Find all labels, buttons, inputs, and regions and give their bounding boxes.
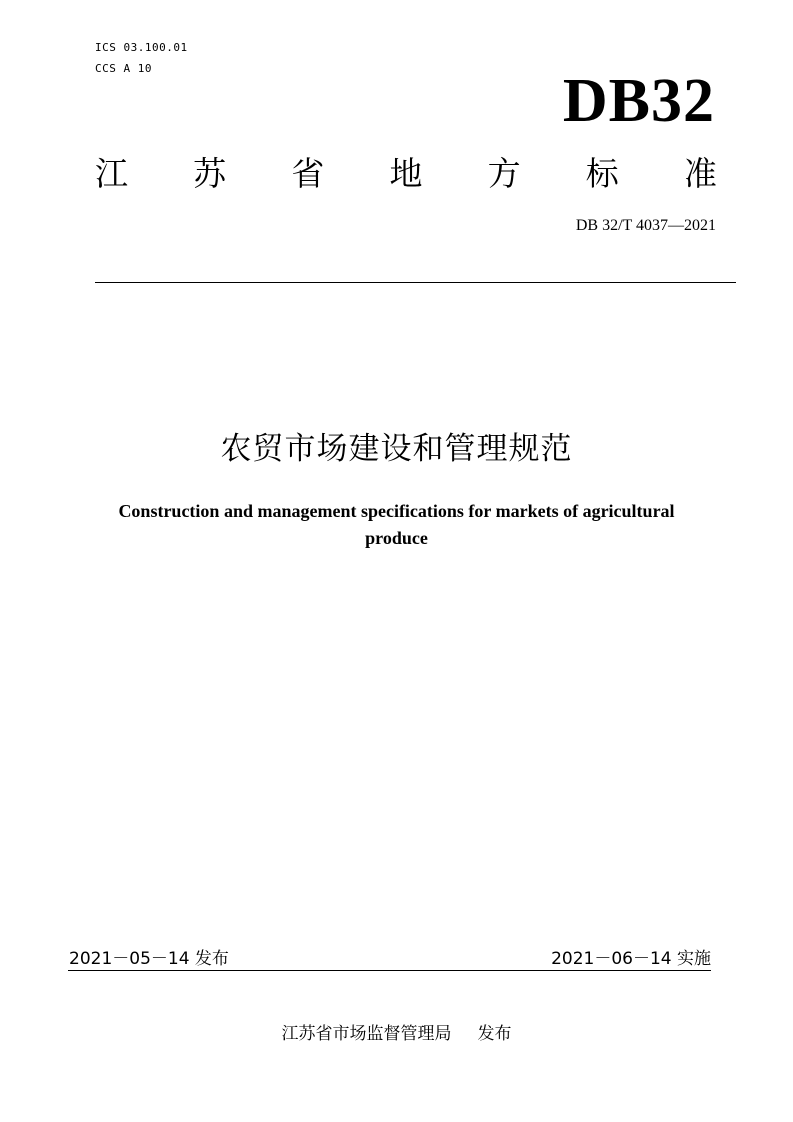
standard-number: DB 32/T 4037—2021 [575,217,716,234]
footer-divider [68,970,711,971]
standard-class-char: 苏 [193,154,227,193]
issue-date: 2021－05－14 发布 [69,949,229,969]
document-title-chinese: 农贸市场建设和管理规范 [220,431,573,467]
ics-code: ICS 03.100.01 [95,41,188,54]
publisher-name: 江苏省市场监督管理局 [281,1024,452,1044]
standard-class-char: 方 [487,154,521,193]
standard-classification [95,154,717,194]
standard-code-logo: DB32 [562,67,715,135]
standard-class-char: 江 [95,154,128,193]
standard-class-char: 地 [389,154,423,193]
document-title-english: Construction and management specifications for markets of agricultural produce [118,501,675,548]
publisher [0,1022,793,1046]
standard-class-char: 省 [291,154,325,193]
ccs-code: CCS A 10 [95,62,152,75]
implementation-date: 2021－06－14 实施 [551,949,711,969]
header-divider [95,282,736,283]
publisher-suffix: 发布 [477,1024,512,1044]
standard-class-char: 准 [683,154,717,193]
standard-class-char: 标 [585,154,619,193]
